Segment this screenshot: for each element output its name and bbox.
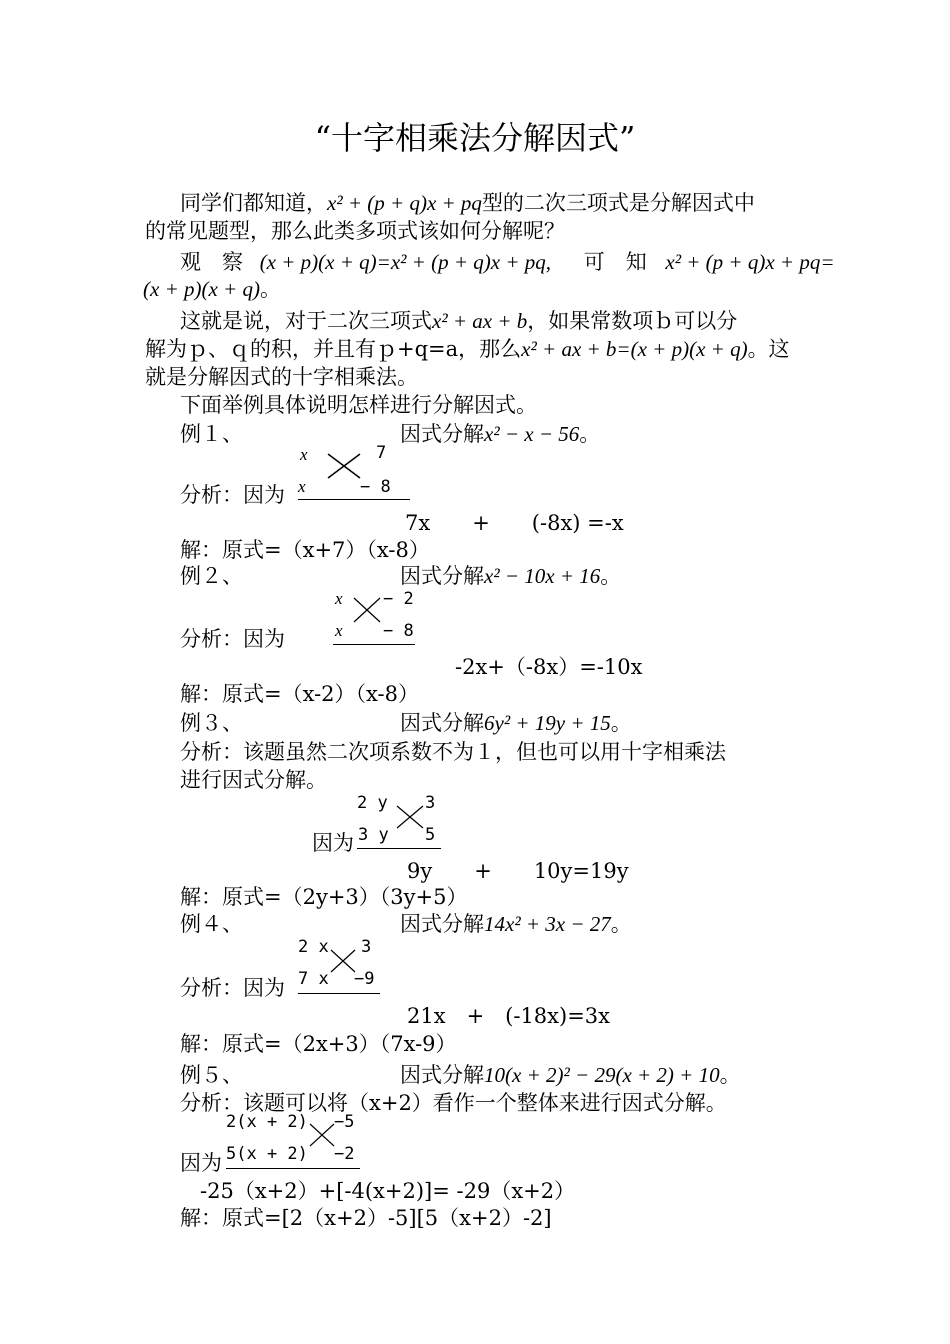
intro-line-2: 的常见题型，那么此类多项式该如何分解呢？ [145, 219, 565, 243]
example-4-sum: 21x + (-18x)=3x [407, 1004, 611, 1028]
example-5-analysis: 分析：该题可以将（x+2）看作一个整体来进行因式分解。 [180, 1091, 727, 1115]
example-4-analysis: 分析：因为 [180, 976, 285, 1000]
cross-top-left: x [335, 589, 343, 608]
intro-text: 。 [259, 277, 281, 301]
cross-underline [298, 499, 410, 500]
cross-top-right: −5 [334, 1112, 355, 1132]
formula: x² − x − 56 [484, 422, 580, 446]
example-5-question [400, 1062, 741, 1088]
example-2-analysis: 分析：因为 [180, 627, 285, 651]
intro-line-3 [180, 249, 835, 275]
intro-text: 型的二次三项式是分解因式中 [481, 191, 755, 215]
example-5-sum: -25（x+2）+[-4(x+2)]= -29（x+2） [200, 1179, 576, 1203]
intro-line-1 [180, 190, 755, 216]
cross-mark [329, 948, 357, 974]
formula: x² − 10x + 16 [484, 564, 601, 588]
example-3-because: 因为 [312, 831, 354, 855]
formula: 10(x + 2)² − 29(x + 2) + 10 [484, 1063, 720, 1087]
intro-line-6 [145, 336, 790, 362]
example-1-label: 例１、 [180, 422, 243, 446]
cross-top-right: − 2 [383, 589, 414, 609]
example-1-sum: 7x + (-8x) =-x [405, 511, 624, 535]
question-text: 因式分解 [400, 711, 484, 735]
cross-bottom-left: 3 y [358, 825, 389, 845]
cross-top-right: 7 [376, 443, 387, 463]
formula: 14x² + 3x − 27 [484, 912, 611, 936]
cross-underline [226, 1168, 360, 1169]
cross-bottom-left: x [298, 477, 306, 496]
example-5-label: 例５、 [180, 1063, 243, 1087]
cross-top-left: x [300, 445, 308, 464]
question-text: 。 [610, 912, 632, 936]
intro-line-4 [143, 276, 281, 302]
question-text: 。 [600, 564, 622, 588]
cross-mark [352, 596, 382, 624]
formula: (x + p)(x + q) [143, 277, 260, 301]
formula: x² + (p + q)x + pq= [665, 250, 835, 274]
page-title: “十字相乘法分解因式” [314, 119, 636, 157]
cross-bottom-right: − 8 [383, 621, 414, 641]
cross-top-left: 2(x + 2) [226, 1112, 308, 1132]
example-3-question [400, 710, 632, 736]
cross-mark [326, 452, 362, 480]
intro-line-7: 就是分解因式的十字相乘法。 [145, 365, 418, 389]
question-text: 。 [719, 1063, 741, 1087]
intro-text: 。这 [747, 337, 790, 361]
formula: x² + ax + b=(x + p)(x + q) [521, 337, 748, 361]
example-4-solution: 解：原式=（2x+3）（7x-9） [180, 1032, 457, 1056]
cross-underline [298, 993, 380, 994]
cross-top-left: 2 x [298, 937, 329, 957]
intro-text: 这就是说，对于二次三项式 [180, 309, 432, 333]
question-text: 。 [610, 711, 632, 735]
cross-bottom-right: 5 [425, 825, 436, 845]
cross-top-right: 3 [425, 793, 436, 813]
question-text: 因式分解 [400, 564, 484, 588]
cross-bottom-left: x [335, 621, 343, 640]
question-text: 因式分解 [400, 1063, 484, 1087]
example-4-question [400, 911, 632, 937]
intro-line-8: 下面举例具体说明怎样进行分解因式。 [180, 393, 537, 417]
intro-text: ，如果常数项ｂ可以分 [527, 309, 738, 333]
example-1-question [400, 421, 600, 447]
example-2-question [400, 563, 621, 589]
formula: x² + ax + b [432, 309, 528, 333]
intro-text: 解为ｐ、ｑ的积，并且有ｐ+q=a，那么 [145, 337, 522, 361]
example-5-because: 因为 [180, 1151, 222, 1175]
intro-text: 同学们都知道， [180, 191, 327, 215]
intro-text: 观 察 [180, 250, 243, 274]
formula: (x + p)(x + q)=x² + (p + q)x + pq, [259, 250, 552, 274]
example-3-label: 例３、 [180, 711, 243, 735]
example-4-label: 例４、 [180, 912, 243, 936]
example-3-solution: 解：原式=（2y+3）（3y+5） [180, 885, 468, 909]
question-text: 。 [579, 422, 601, 446]
example-2-sum: -2x+（-8x）=-10x [455, 655, 643, 679]
question-text: 因式分解 [400, 422, 484, 446]
formula: 6y² + 19y + 15 [484, 711, 611, 735]
example-2-solution: 解：原式=（x-2）（x-8） [180, 682, 419, 706]
example-1-solution: 解：原式=（x+7）（x-8） [180, 538, 430, 562]
cross-bottom-right: − 8 [360, 477, 391, 497]
example-3-analysis-1: 分析：该题虽然二次项系数不为１，但也可以用十字相乘法 [180, 740, 726, 764]
cross-bottom-left: 7 x [298, 969, 329, 989]
cross-bottom-right: −9 [354, 969, 375, 989]
example-3-analysis-2: 进行因式分解。 [180, 768, 327, 792]
example-1-analysis: 分析：因为 [180, 483, 285, 507]
cross-underline [357, 848, 441, 849]
cross-bottom-left: 5(x + 2) [226, 1144, 308, 1164]
cross-mark [308, 1122, 336, 1148]
cross-bottom-right: −2 [334, 1144, 355, 1164]
intro-text: 可 知 [583, 250, 647, 274]
example-5-solution: 解：原式=[2（x+2）-5][5（x+2）-2] [180, 1206, 552, 1230]
intro-line-5 [180, 308, 737, 334]
cross-top-right: 3 [361, 937, 372, 957]
cross-underline [333, 644, 415, 645]
cross-mark [395, 804, 425, 830]
example-2-label: 例２、 [180, 564, 243, 588]
cross-top-left: 2 y [357, 793, 388, 813]
question-text: 因式分解 [400, 912, 484, 936]
formula: x² + (p + q)x + pq [327, 191, 482, 215]
example-3-sum: 9y + 10y=19y [407, 859, 629, 883]
